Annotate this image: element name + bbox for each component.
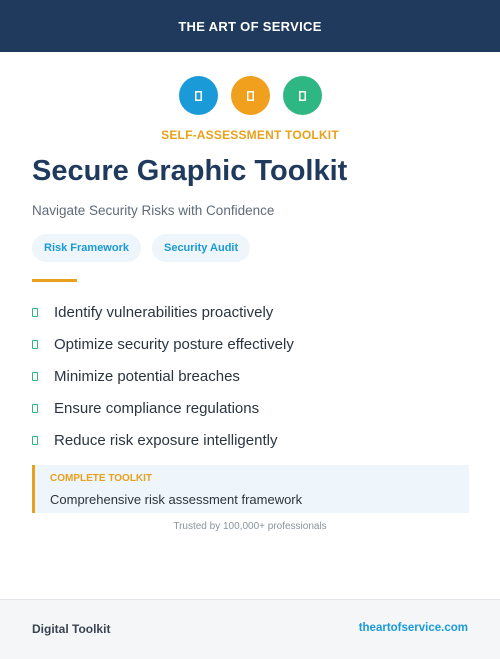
tag-security-audit: Security Audit <box>152 234 250 262</box>
tag-list <box>32 234 250 262</box>
feature-text: Ensure compliance regulations <box>54 399 260 417</box>
callout-label: COMPLETE TOOLKIT <box>50 473 153 484</box>
callout-text: Comprehensive risk assessment framework <box>50 492 303 507</box>
list-item <box>32 424 294 456</box>
bookmark-icon <box>283 76 322 115</box>
list-item <box>32 296 294 328</box>
list-item <box>32 392 294 424</box>
page-title: Secure Graphic Toolkit <box>32 155 348 187</box>
footer-label: Digital Toolkit <box>32 622 111 636</box>
brand-header <box>0 0 500 52</box>
page-subtitle: Navigate Security Risks with Confidence <box>32 203 275 218</box>
feature-text: Reduce risk exposure intelligently <box>54 431 278 449</box>
website-link[interactable]: theartofservice.com <box>358 622 468 634</box>
check-icon <box>32 340 38 349</box>
check-icon <box>32 404 38 413</box>
check-icon <box>32 436 38 445</box>
feature-text: Minimize potential breaches <box>54 367 240 385</box>
check-icon <box>32 372 38 381</box>
page-footer <box>0 599 500 659</box>
accent-divider <box>32 279 77 282</box>
list-item <box>32 328 294 360</box>
feature-text: Identify vulnerabilities proactively <box>54 303 274 321</box>
tag-risk-framework: Risk Framework <box>32 234 141 262</box>
brand-name: THE ART OF SERVICE <box>178 18 322 34</box>
trusted-note: Trusted by 100,000+ professionals <box>173 521 327 532</box>
feature-list <box>32 296 294 456</box>
bookmark-icon <box>179 76 218 115</box>
complete-toolkit-callout <box>32 465 469 513</box>
eyebrow-label: SELF-ASSESSMENT TOOLKIT <box>161 128 339 142</box>
icon-row <box>0 76 500 115</box>
list-item <box>32 360 294 392</box>
feature-text: Optimize security posture effectively <box>54 335 294 353</box>
check-icon <box>32 308 38 317</box>
bookmark-icon <box>231 76 270 115</box>
